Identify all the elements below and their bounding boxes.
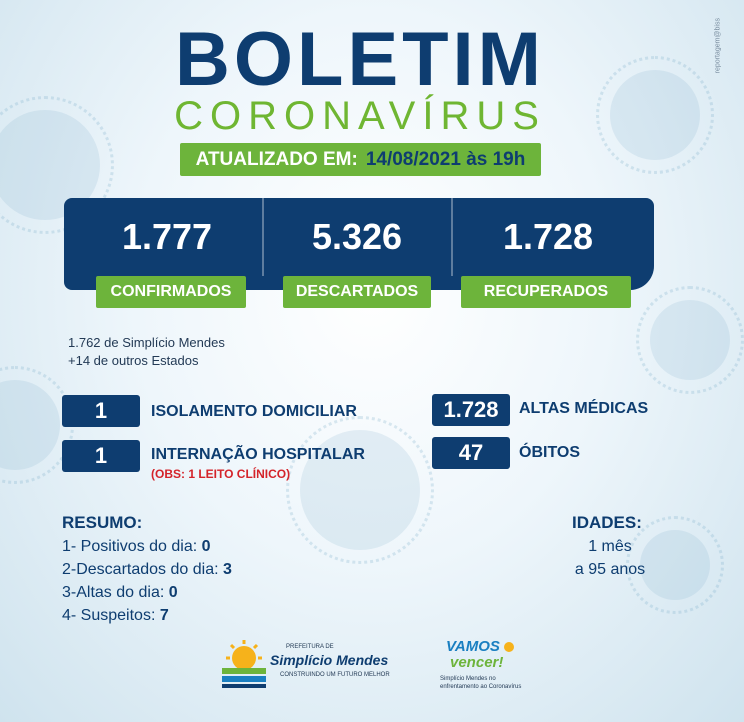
virus-decoration [650, 300, 730, 380]
summary-item [62, 607, 169, 625]
ages-title: IDADES: [572, 513, 642, 532]
discharges-count: 1.728 [432, 394, 510, 426]
hospitalization-count: 1 [62, 440, 140, 472]
vencer-text: vencer! [450, 654, 504, 671]
summary-item [62, 538, 211, 556]
sun-icon [502, 640, 516, 654]
summary-item [62, 561, 232, 579]
pref-name: Simplício Mendes [270, 652, 389, 668]
update-date: 14/08/2021 às 19h [365, 148, 526, 170]
isolation-count: 1 [62, 395, 140, 427]
vamos-vencer-logo [440, 636, 540, 694]
summary-item-label: 3-Altas do dia: [62, 584, 169, 601]
sun-house-icon [216, 638, 272, 690]
prefeitura-logo [216, 638, 390, 690]
confirmed-count: 1.777 [121, 216, 213, 257]
deaths-label: ÓBITOS [519, 444, 581, 461]
recovered-count: 1.728 [502, 216, 594, 257]
note-other-states: +14 de outros Estados [68, 353, 199, 368]
summary-item-label: 4- Suspeitos: [62, 607, 160, 624]
page-subtitle: CORONAVÍRUS [174, 94, 546, 138]
discarded-count: 5.326 [311, 216, 403, 257]
ages-max: a 95 anos [574, 561, 646, 578]
summary-item-label: 2-Descartados do dia: [62, 561, 223, 578]
discharges-label: ALTAS MÉDICAS [519, 400, 649, 417]
vamos-text: VAMOS [446, 638, 500, 655]
vamos-caption-2: enfrentamento ao Coronavírus [440, 684, 522, 690]
virus-decoration [0, 380, 60, 470]
ages-min: 1 mês [588, 538, 632, 555]
summary-item-label: 1- Positivos do dia: [62, 538, 202, 555]
hospitalization-label: INTERNAÇÃO HOSPITALAR [151, 446, 365, 463]
page-title: BOLETIM [175, 17, 545, 102]
recovered-label: RECUPERADOS [461, 276, 631, 308]
deaths-count: 47 [432, 437, 510, 469]
vamos-caption-1: Simplício Mendes no [440, 676, 496, 682]
summary-item-value: 7 [159, 607, 169, 624]
summary-item-value: 0 [201, 538, 211, 555]
update-banner [180, 143, 541, 176]
watermark: reportagem@biss [714, 18, 721, 74]
note-local: 1.762 de Simplício Mendes [68, 335, 225, 350]
update-label: ATUALIZADO EM: [195, 148, 358, 170]
summary-item [62, 584, 178, 602]
hospitalization-note: (OBS: 1 LEITO CLÍNICO) [151, 467, 291, 481]
isolation-label: ISOLAMENTO DOMICILIAR [151, 403, 357, 420]
summary-title: RESUMO: [62, 513, 143, 532]
discarded-label: DESCARTADOS [283, 276, 431, 308]
confirmed-label: CONFIRMADOS [96, 276, 246, 308]
summary-item-value: 0 [168, 584, 178, 601]
pref-tagline: CONSTRUINDO UM FUTURO MELHOR [280, 672, 390, 678]
pref-small-label: PREFEITURA DE [286, 644, 334, 650]
summary-item-value: 3 [222, 561, 232, 578]
